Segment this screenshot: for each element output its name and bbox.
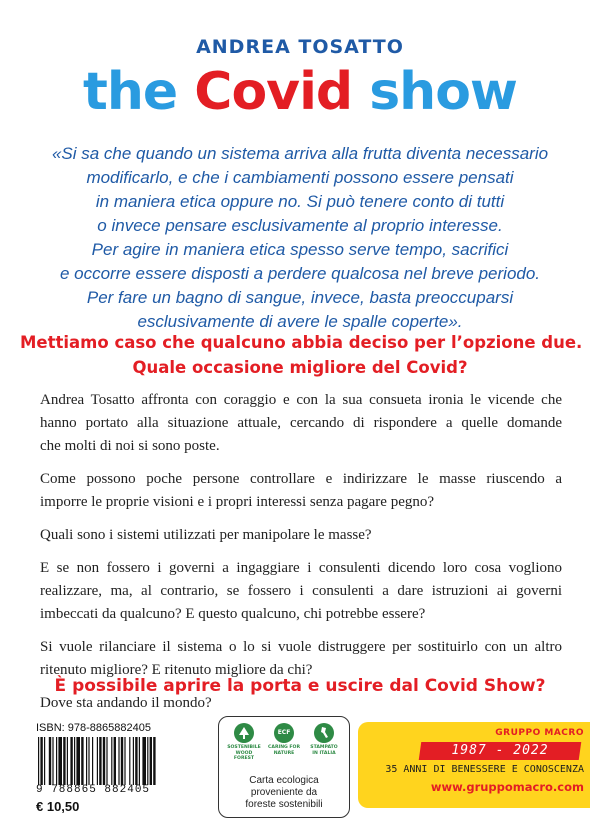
title-word-covid: Covid [194,62,353,122]
body-line: Dove sta andando il mondo? [40,695,212,711]
body-line: imporre le proprie visioni e i propri interessi senza pagare pegno? [40,494,435,510]
body-line: Quali sono i sistemi utilizzati per manipolare le masse? [40,527,372,543]
quote-line: «Si sa che quando un sistema arriva alla frutta diventa necessario [51,144,549,163]
eco-badge [307,723,341,756]
tree-icon [234,723,254,743]
title-word-show: show [369,62,517,122]
quote-line: esclusivamente di avere le spalle coperte». [137,312,463,331]
eco-badge-label: CARING FOR NATURE [268,745,300,756]
paragraph [40,524,562,547]
body-line: ritenuto migliore? E ritenuto migliore da chi? [40,662,313,678]
italy-icon [314,723,334,743]
publisher-years: 1987 - 2022 [451,743,549,758]
body-line: E se non fossero i governi a ingaggiare i consulenti dicendo loro cosa vogliono [40,560,562,576]
title-word-the: the [83,62,178,122]
eco-certification [218,716,350,818]
body-text [40,389,562,725]
quote-line: Per agire in maniera etica spesso serve tempo, sacrifici [91,240,509,259]
body-line: imbeccati da qualcuno? E questo qualcuno, chi potrebbe essere? [40,606,426,622]
eco-paper-text: Carta ecologica proveniente da foreste sostenibili [245,775,323,810]
body-line: che molti di noi si sono poste. [40,438,220,454]
publisher-url: www.gruppomacro.com [430,780,584,794]
barcode-digits: 9 788865 882405 [36,784,151,796]
publisher-years-badge [419,742,582,760]
barcode-block [36,722,208,814]
quote-line: modificarlo, e che i cambiamenti possono essere pensati [86,168,514,187]
body-line: hanno portato alla situazione attuale, cercando di rispondere a quelle domande [40,415,562,431]
red-question-line: Quale occasione migliore del Covid? [132,358,468,377]
eco-badge [227,723,261,762]
quote-line: Per fare un bagno di sangue, invece, basta preoccuparsi [86,288,514,307]
body-line: Come possono poche persone controllare e indirizzare le masse riuscendo a [40,471,562,487]
closing-question: È possibile aprire la porta e uscire dal Covid Show? [54,676,546,696]
eco-badge-label: STAMPATO IN ITALIA [310,745,338,756]
quote-line: o invece pensare esclusivamente al proprio interesse. [97,216,503,235]
publisher-subtitle: 35 ANNI DI BENESSERE E CONOSCENZA [385,764,584,775]
publisher-name: GRUPPO MACRO [495,728,584,738]
isbn-label: ISBN: 978-8865882405 [36,722,151,734]
eco-icons [225,723,343,767]
red-question [20,330,583,380]
paragraph [40,557,562,626]
body-line: Si vuole rilanciare il sistema o lo si vuole distruggere per sostituirlo con un altro [40,639,562,655]
body-line: realizzare, ma, al contrario, se fossero i consulenti a dare istruzioni ai governi [40,583,562,599]
red-question-line: Mettiamo caso che qualcuno abbia deciso per l’opzione due. [20,333,583,352]
quote-line: in maniera etica oppure no. Si può tenere conto di tutti [95,192,505,211]
publisher-banner [358,722,590,808]
blurb-quote [30,142,570,334]
book-title [0,60,600,124]
ecf-icon: ECF [274,723,294,743]
price: € 10,50 [36,799,80,814]
body-line: Andrea Tosatto affronta con coraggio e con la sua consueta ironia le vicende che [40,392,562,408]
paragraph [40,389,562,458]
eco-badge-label: SOSTENIBILE WOOD FOREST [227,745,261,761]
author-name: ANDREA TOSATTO [196,36,404,58]
quote-line: e occorre essere disposti a perdere qualcosa nel breve periodo. [59,264,541,283]
eco-badge [267,723,301,756]
paragraph [40,468,562,514]
barcode-icon [36,737,208,785]
